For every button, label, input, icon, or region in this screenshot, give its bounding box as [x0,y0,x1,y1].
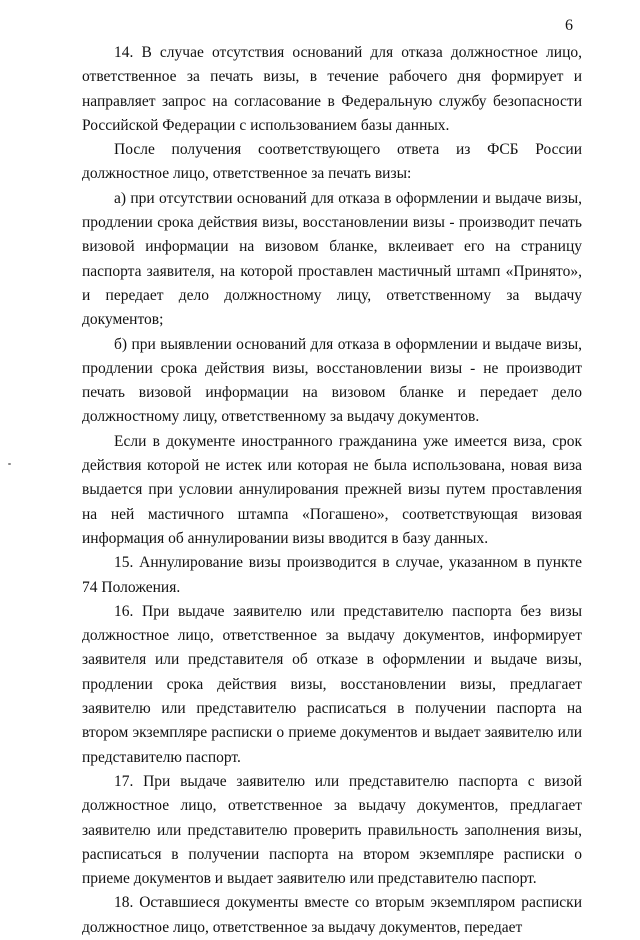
scan-artifact [8,463,11,465]
paragraph-item-a: а) при отсутствии оснований для отказа в оформлении и выдаче визы, продлении срока действия визы, восстановлении визы - производит печать визовой информации на визовом бланке, вклеивает его на страницу паспорта заявителя, на которой проставлен мастичный штамп «Принято», и передает дело должностному лицу, ответственному за выдачу документов; [82,189,582,329]
page-number: 6 [565,17,573,34]
paragraph-16: 16. При выдаче заявителю или представителю паспорта без визы должностное лицо, ответственное за выдачу документов, информирует заявителя или представителя об отказе в оформлении и выдаче визы, продлении срока действия визы, восстановлении визы, предлагает заявителю или представителю расписаться в получении паспорта на втором экземпляре расписки о приеме документов и выдает заявителю или представителю паспорт. [82,602,582,766]
paragraph-item-b: б) при выявлении оснований для отказа в оформлении и выдаче визы, продлении срока действия визы, восстановлении визы - не производит печать визовой информации на визовом бланке и передает дело должностному лицу, ответственному за выдачу документов. [82,335,582,426]
paragraph-17: 17. При выдаче заявителю или представителю паспорта с визой должностное лицо, ответственное за выдачу документов, предлагает заявителю или представителю проверить правильность заполнения визы, расписаться в получении паспорта на втором экземпляре расписки о приеме документов и выдает заявителю или представителю паспорт. [82,772,582,888]
paragraph-18: 18. Оставшиеся документы вместе со вторым экземпляром расписки должностное лицо, ответственное за выдачу документов, передает [82,894,582,936]
paragraph-14: 14. В случае отсутствия оснований для отказа должностное лицо, ответственное за печать визы, в течение рабочего дня формирует и направляет запрос на согласование в Федеральную службу безопасности Российской Федерации с использованием базы данных. [82,44,582,134]
document-body [82,41,582,940]
paragraph-fsb-response: После получения соответствующего ответа из ФСБ России должностное лицо, ответственное за печать визы: [82,141,582,183]
paragraph-15: 15. Аннулирование визы производится в случае, указанном в пункте 74 Положения. [82,554,582,596]
paragraph-existing-visa: Если в документе иностранного гражданина уже имеется виза, срок действия которой не истек или которая не была использована, новая виза выдается при условии аннулирования прежней визы путем проставления на ней мастичного штампа «Погашено», соответствующая визовая информация об аннулировании визы вводится в базу данных. [82,432,582,547]
